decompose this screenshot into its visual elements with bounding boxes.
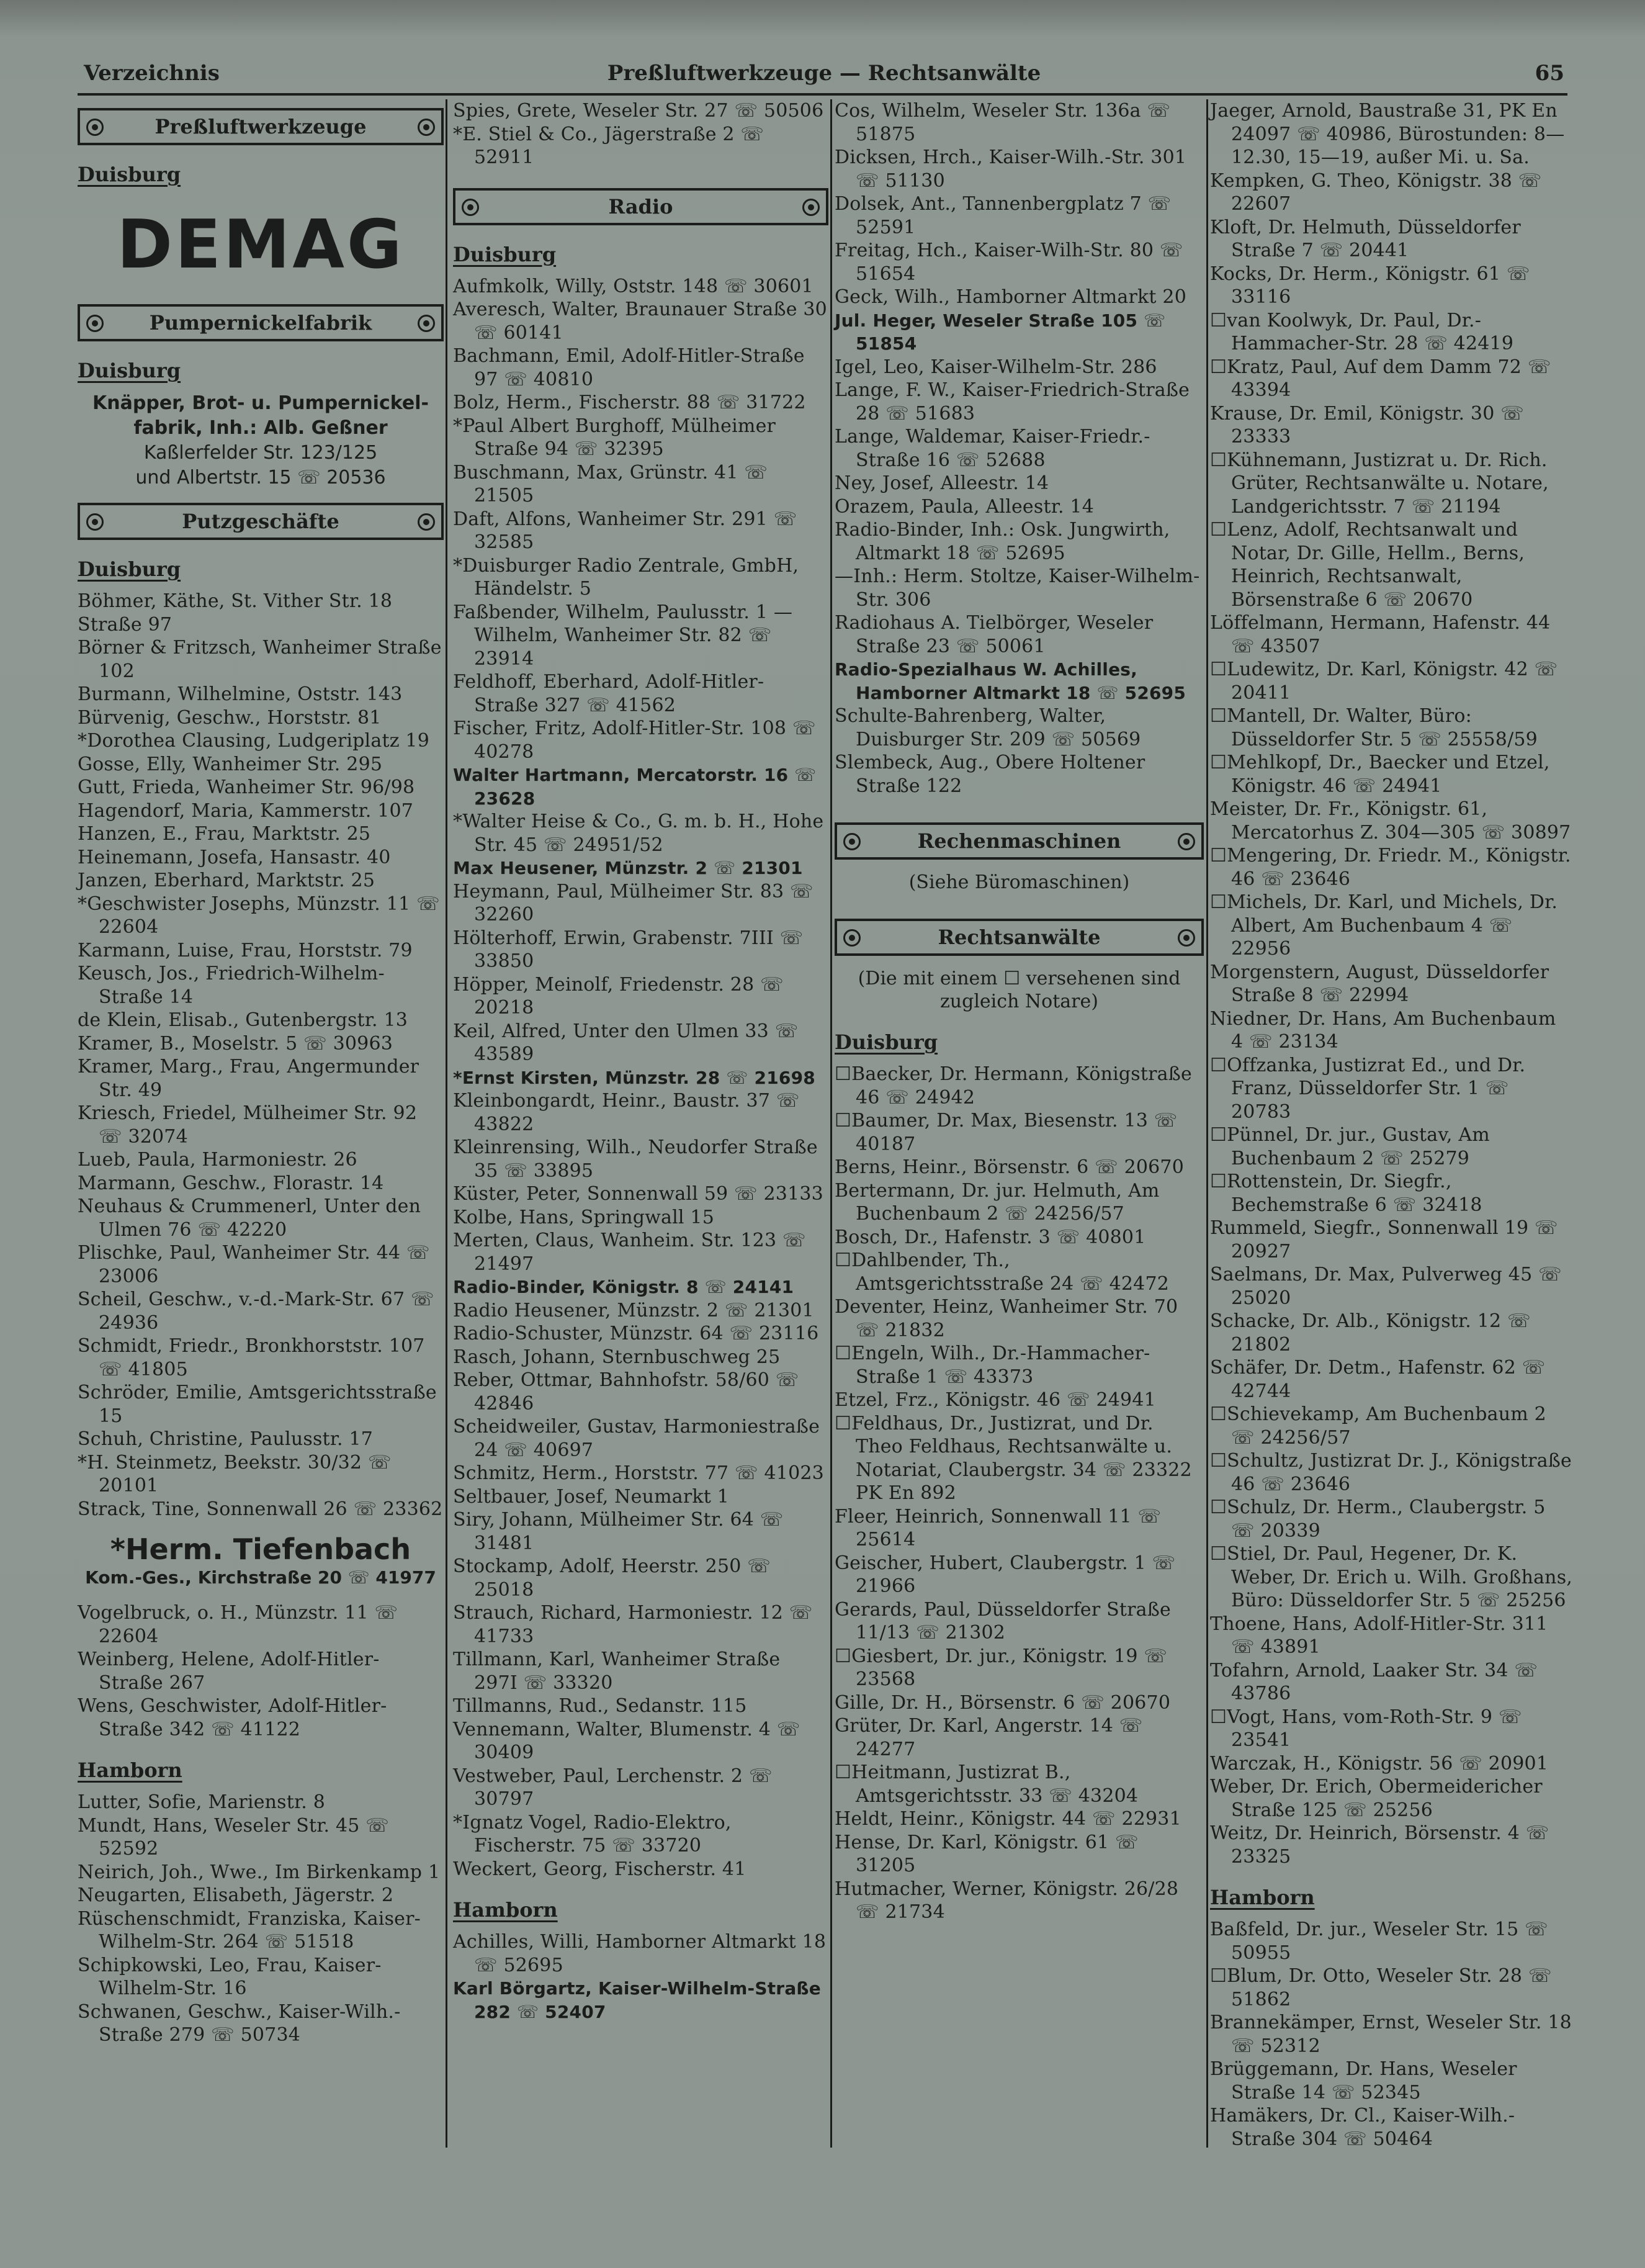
- directory-entry: Ney, Josef, Alleestr. 14: [835, 472, 1049, 494]
- column-4: [1210, 99, 1573, 2151]
- ring-icon: [86, 119, 104, 136]
- city-heading: Duisburg: [78, 359, 181, 382]
- directory-entry: Scheil, Geschw., v.-d.-Mark-Str. 67 ☏ 24936: [78, 1289, 434, 1334]
- directory-entry: ☐Schievekamp, Am Buchenbaum 2 ☏ 24256/57: [1210, 1403, 1546, 1449]
- tiefenbach-ad: [78, 1532, 444, 1589]
- directory-entry: Radio Heusener, Münzstr. 2 ☏ 21301: [453, 1299, 814, 1321]
- directory-entry: ☐Dahlbender, Th., Amtsgerichtsstraße 24 ☏ 42472: [835, 1249, 1170, 1295]
- ad-line: und Albertstr. 15 ☏ 20536: [135, 467, 386, 488]
- directory-entry: Hamäkers, Dr. Cl., Kaiser-Wilh.-Straße 304 ☏ 50464: [1210, 2105, 1515, 2150]
- directory-entry: ☐Blum, Dr. Otto, Weseler Str. 28 ☏ 51862: [1210, 1965, 1552, 2010]
- directory-entry: Lange, Waldemar, Kaiser-Friedr.-Straße 16 ☏ 52688: [835, 426, 1150, 471]
- ring-icon: [86, 513, 104, 531]
- ring-icon: [1178, 929, 1195, 947]
- directory-entry: *Walter Heise & Co., G. m. b. H., Hohe Str. 45 ☏ 24951/52: [453, 811, 824, 856]
- directory-entry: Grüter, Dr. Karl, Angerstr. 14 ☏ 24277: [835, 1715, 1143, 1760]
- directory-entry: Bolz, Herm., Fischerstr. 88 ☏ 31722: [453, 392, 806, 413]
- entry-list: [78, 1791, 444, 2047]
- entry-list: [453, 99, 828, 169]
- directory-entry: Kloft, Dr. Helmuth, Düsseldorfer Straße 7 ☏ 20441: [1210, 216, 1521, 261]
- directory-entry: ☐Heitmann, Justizrat B., Amtsgerichtsstr. 33 ☏ 43204: [835, 1762, 1139, 1807]
- column-2: [453, 99, 828, 2023]
- ad-line: fabrik, Inh.: Alb. Geßner: [133, 417, 388, 439]
- directory-entry: *Duisburger Radio Zentrale, GmbH, Händelstr. 5: [453, 554, 799, 600]
- header-rule: [78, 93, 1567, 96]
- directory-entry: ☐Giesbert, Dr. jur., Königstr. 19 ☏ 23568: [835, 1645, 1168, 1690]
- directory-entry: Keil, Alfred, Unter den Ulmen 33 ☏ 43589: [453, 1020, 799, 1065]
- directory-entry: ☐Mehlkopf, Dr., Baecker und Etzel, Königstr. 46 ☏ 24941: [1210, 752, 1550, 797]
- directory-entry: Deventer, Heinz, Wanheimer Str. 70 ☏ 21832: [835, 1296, 1178, 1341]
- city-heading: Duisburg: [78, 557, 181, 581]
- directory-entry: Geck, Wilh., Hamborner Altmarkt 20: [835, 286, 1186, 308]
- directory-entry: Gille, Dr. H., Börsenstr. 6 ☏ 20670: [835, 1691, 1171, 1714]
- directory-entry: Scheidweiler, Gustav, Harmoniestraße 24 ☏ 40697: [453, 1416, 820, 1461]
- ring-icon: [843, 833, 861, 850]
- directory-entry: Etzel, Frz., Königstr. 46 ☏ 24941: [835, 1389, 1156, 1411]
- directory-entry: *Ignatz Vogel, Radio-Elektro, Fischerstr. 75 ☏ 33720: [453, 1811, 732, 1856]
- section-title: Preßluftwerkzeuge: [155, 115, 367, 138]
- directory-entry: Achilles, Willi, Hamborner Altmarkt 18 ☏ 52695: [453, 1931, 827, 1976]
- section-title: Rechenmaschinen: [917, 829, 1121, 853]
- directory-entry: ☐Baecker, Dr. Hermann, Königstraße 46 ☏ 24942: [835, 1063, 1192, 1109]
- directory-entry: Kramer, B., Moselstr. 5 ☏ 30963: [78, 1032, 393, 1055]
- directory-entry: Morgenstern, August, Düsseldorfer Straße 8 ☏ 22994: [1210, 961, 1549, 1006]
- section-header: [453, 188, 828, 225]
- directory-entry: Neuhaus & Crummenerl, Unter den Ulmen 76 ☏ 42220: [78, 1195, 421, 1241]
- entry-list: [453, 275, 828, 1881]
- directory-entry: Weitz, Dr. Heinrich, Börsenstr. 4 ☏ 23325: [1210, 1822, 1549, 1868]
- directory-entry: Siry, Johann, Mülheimer Str. 64 ☏ 31481: [453, 1509, 784, 1554]
- knaepper-ad: [78, 391, 444, 490]
- directory-entry: Hölterhoff, Erwin, Grabenstr. 7III ☏ 33850: [453, 927, 804, 972]
- directory-entry: Plischke, Paul, Wanheimer Str. 44 ☏ 23006: [78, 1242, 430, 1287]
- directory-entry: Dicksen, Hrch., Kaiser-Wilh.-Str. 301 ☏ 51130: [835, 146, 1187, 192]
- directory-entry: Heinemann, Josefa, Hansastr. 40: [78, 846, 391, 868]
- directory-entry: ☐Vogt, Hans, vom-Roth-Str. 9 ☏ 23541: [1210, 1706, 1522, 1751]
- ad-line: Kaßlerfelder Str. 123/125: [143, 442, 378, 464]
- directory-entry: Kocks, Dr. Herm., Königstr. 61 ☏ 33116: [1210, 263, 1530, 308]
- directory-entry: ☐Pünnel, Dr. jur., Gustav, Am Buchenbaum 2 ☏ 25279: [1210, 1124, 1490, 1169]
- directory-entry: Freitag, Hch., Kaiser-Wilh-Str. 80 ☏ 51654: [835, 240, 1183, 285]
- directory-entry: Karl Börgartz, Kaiser-Wilhelm-Straße 282 ☏ 52407: [453, 1978, 821, 2022]
- directory-entry: Radio-Binder, Inh.: Osk. Jungwirth, Altmarkt 18 ☏ 52695: [835, 519, 1170, 564]
- directory-entry: Bürvenig, Geschw., Horststr. 81: [78, 706, 382, 729]
- directory-entry: Tofahrn, Arnold, Laaker Str. 34 ☏ 43786: [1210, 1659, 1538, 1704]
- directory-entry: Janzen, Eberhard, Marktstr. 25: [78, 870, 375, 891]
- ring-icon: [86, 315, 104, 332]
- directory-entry: Bertermann, Dr. jur. Helmuth, Am Buchenbaum 2 ☏ 24256/57: [835, 1179, 1160, 1225]
- directory-entry: Radio-Schuster, Münzstr. 64 ☏ 23116: [453, 1323, 819, 1344]
- directory-entry: Böhmer, Käthe, St. Vither Str. 18: [78, 590, 393, 612]
- section-title: Putzgeschäfte: [182, 510, 339, 533]
- directory-entry: Küster, Peter, Sonnenwall 59 ☏ 23133: [453, 1183, 823, 1205]
- directory-entry: ☐Mantell, Dr. Walter, Büro: Düsseldorfer Str. 5 ☏ 25558/59: [1210, 705, 1538, 750]
- directory-entry: Kleinbongardt, Heinr., Baustr. 37 ☏ 43822: [453, 1090, 800, 1135]
- directory-entry: Stockamp, Adolf, Heerstr. 250 ☏ 25018: [453, 1555, 771, 1601]
- page-header: [84, 61, 1564, 98]
- directory-entry: Schacke, Dr. Alb., Königstr. 12 ☏ 21802: [1210, 1310, 1531, 1356]
- directory-entry: ☐Michels, Dr. Karl, und Michels, Dr. Albert, Am Buchenbaum 4 ☏ 22956: [1210, 891, 1558, 960]
- ad-line: Knäpper, Brot- u. Pumpernickel-: [92, 392, 429, 414]
- directory-entry: Vennemann, Walter, Blumenstr. 4 ☏ 30409: [453, 1718, 800, 1763]
- directory-entry: Dolsek, Ant., Tannenbergplatz 7 ☏ 52591: [835, 193, 1172, 238]
- city-heading: Hamborn: [1210, 1886, 1315, 1909]
- directory-entry: Warczak, H., Königstr. 56 ☏ 20901: [1210, 1752, 1549, 1775]
- directory-entry: ☐Schulz, Dr. Herm., Claubergstr. 5 ☏ 20339: [1210, 1496, 1546, 1542]
- directory-entry: *H. Steinmetz, Beekstr. 30/32 ☏ 20101: [78, 1451, 392, 1496]
- directory-entry: Strack, Tine, Sonnenwall 26 ☏ 23362: [78, 1498, 443, 1520]
- directory-entry: ☐Engeln, Wilh., Dr.-Hammacher-Straße 1 ☏ 43373: [835, 1343, 1150, 1388]
- page-number: 65: [1535, 61, 1564, 86]
- directory-entry: —Inh.: Herm. Stoltze, Kaiser-Wilhelm-Str. 306: [835, 565, 1200, 611]
- entry-list: [78, 590, 444, 1521]
- directory-entry: Schulte-Bahrenberg, Walter, Duisburger Str. 209 ☏ 50569: [835, 705, 1141, 750]
- directory-entry: Cos, Wilhelm, Weseler Str. 136a ☏ 51875: [835, 100, 1171, 145]
- directory-entry: Lutter, Sofie, Marienstr. 8: [78, 1791, 326, 1813]
- directory-entry: Merten, Claus, Wanheim. Str. 123 ☏ 21497: [453, 1230, 806, 1275]
- directory-entry: Seltbauer, Josef, Neumarkt 1: [453, 1485, 730, 1508]
- directory-entry: ☐Baumer, Dr. Max, Biesenstr. 13 ☏ 40187: [835, 1110, 1178, 1155]
- city-heading: Duisburg: [453, 242, 557, 266]
- directory-entry: Burmann, Wilhelmine, Oststr. 143: [78, 683, 403, 705]
- directory-entry: Gerards, Paul, Düsseldorfer Straße 11/13 ☏ 21302: [835, 1598, 1171, 1644]
- city-heading: Hamborn: [78, 1758, 182, 1782]
- column-1: [78, 99, 444, 2047]
- directory-entry: ☐Feldhaus, Dr., Justizrat, und Dr. Theo Feldhaus, Rechtsanwälte u. Notariat, Claubergstr. 34 ☏ 23322 PK En 892: [835, 1412, 1192, 1504]
- directory-entry: Walter Hartmann, Mercatorstr. 16 ☏ 23628: [453, 765, 817, 809]
- directory-entry: Jaeger, Arnold, Baustraße 31, PK En 24097 ☏ 40986, Bürostunden: 8—12.30, 15—19, außer Mi. u. Sa.: [1210, 100, 1565, 168]
- header-left: Verzeichnis: [84, 61, 220, 86]
- directory-entry: Börner & Fritzsch, Wanheimer Straße 102: [78, 637, 442, 682]
- directory-entry: Höpper, Meinolf, Friedenstr. 28 ☏ 20218: [453, 973, 784, 1019]
- ring-icon: [802, 199, 820, 216]
- directory-entry: Kempken, G. Theo, Königstr. 38 ☏ 22607: [1210, 169, 1542, 215]
- section-title: Pumpernickelfabrik: [149, 311, 372, 335]
- section-title: Radio: [608, 194, 673, 218]
- directory-entry: Max Heusener, Münzstr. 2 ☏ 21301: [453, 858, 803, 878]
- directory-entry: Niedner, Dr. Hans, Am Buchenbaum 4 ☏ 23134: [1210, 1007, 1556, 1053]
- directory-entry: ☐Kühnemann, Justizrat u. Dr. Rich. Grüter, Rechtsanwälte u. Notare, Landgerichtsstr. 7 ☏ 21194: [1210, 449, 1549, 518]
- directory-entry: Schipkowski, Leo, Frau, Kaiser-Wilhelm-Str. 16: [78, 1954, 382, 1999]
- directory-entry: Löffelmann, Hermann, Hafenstr. 44 ☏ 43507: [1210, 612, 1551, 657]
- section-header: [78, 108, 444, 145]
- directory-entry: ☐Rottenstein, Dr. Siegfr., Bechemstraße 6 ☏ 32418: [1210, 1171, 1482, 1216]
- directory-entry: ☐van Koolwyk, Dr. Paul, Dr.-Hammacher-Str. 28 ☏ 42419: [1210, 309, 1514, 354]
- directory-entry: Thoene, Hans, Adolf-Hitler-Str. 311 ☏ 43891: [1210, 1613, 1548, 1658]
- directory-entry: ☐Stiel, Dr. Paul, Hegener, Dr. K. Weber, Dr. Erich u. Wilh. Großhans, Büro: Düsseldorfer Str. 5 ☏ 25256: [1210, 1543, 1573, 1611]
- directory-entry: *Ernst Kirsten, Münzstr. 28 ☏ 21698: [453, 1067, 815, 1088]
- column-divider: [446, 99, 447, 2148]
- directory-entry: Kleinrensing, Wilh., Neudorfer Straße 35 ☏ 33895: [453, 1136, 818, 1182]
- directory-entry: Daft, Alfons, Wanheimer Str. 291 ☏ 32585: [453, 508, 797, 553]
- directory-entry: ☐Offzanka, Justizrat Ed., und Dr. Franz, Düsseldorfer Str. 1 ☏ 20783: [1210, 1054, 1526, 1123]
- directory-entry: *E. Stiel & Co., Jägerstraße 2 ☏ 52911: [453, 123, 764, 168]
- ring-icon: [1178, 833, 1195, 850]
- directory-entry: Weckert, Georg, Fischerstr. 41: [453, 1858, 746, 1880]
- directory-entry: Feldhoff, Eberhard, Adolf-Hitler-Straße 327 ☏ 41562: [453, 671, 764, 716]
- entry-list: [78, 1601, 444, 1741]
- directory-entry: Hutmacher, Werner, Königstr. 26/28 ☏ 21734: [835, 1878, 1179, 1923]
- entry-list: [1210, 1918, 1573, 2151]
- directory-entry: Weber, Dr. Erich, Obermeidericher Straße 125 ☏ 25256: [1210, 1776, 1543, 1821]
- directory-entry: Krause, Dr. Emil, Königstr. 30 ☏ 23333: [1210, 402, 1524, 448]
- directory-entry: Heldt, Heinr., Königstr. 44 ☏ 22931: [835, 1808, 1181, 1830]
- directory-entry: ☐Ludewitz, Dr. Karl, Königstr. 42 ☏ 20411: [1210, 659, 1558, 704]
- directory-entry: Fischer, Fritz, Adolf-Hitler-Str. 108 ☏ 40278: [453, 718, 816, 763]
- directory-entry: Neirich, Joh., Wwe., Im Birkenkamp 1: [78, 1861, 441, 1883]
- directory-entry: Schmitz, Herm., Horststr. 77 ☏ 41023: [453, 1462, 824, 1484]
- directory-entry: Radiohaus A. Tielbörger, Weseler Straße 23 ☏ 50061: [835, 612, 1154, 657]
- directory-entry: Jul. Heger, Weseler Straße 105 ☏ 51854: [835, 310, 1166, 354]
- column-divider: [1206, 99, 1208, 2148]
- section-header: [835, 822, 1204, 860]
- directory-entry: Kramer, Marg., Frau, Angermunder Str. 49: [78, 1056, 419, 1101]
- directory-entry: Aufmkolk, Willy, Oststr. 148 ☏ 30601: [453, 275, 814, 297]
- directory-entry: Schwanen, Geschw., Kaiser-Wilh.-Straße 279 ☏ 50734: [78, 2000, 401, 2046]
- directory-entry: Bachmann, Emil, Adolf-Hitler-Straße 97 ☏ 40810: [453, 345, 805, 390]
- ring-icon: [418, 315, 435, 332]
- directory-entry: ☐Schultz, Justizrat Dr. J., Königstraße 46 ☏ 23646: [1210, 1450, 1572, 1495]
- directory-entry: ☐Kratz, Paul, Auf dem Damm 72 ☏ 43394: [1210, 356, 1551, 401]
- directory-entry: Vogelbruck, o. H., Münzstr. 11 ☏ 22604: [78, 1602, 398, 1647]
- note-text: (Siehe Büromaschinen): [908, 871, 1130, 893]
- city-heading: Duisburg: [78, 163, 181, 186]
- directory-entry: Slembeck, Aug., Obere Holtener Straße 122: [835, 752, 1145, 797]
- directory-entry: Bosch, Dr., Hafenstr. 3 ☏ 40801: [835, 1226, 1146, 1248]
- directory-entry: Spies, Grete, Weseler Str. 27 ☏ 50506: [453, 100, 824, 122]
- city-heading: Duisburg: [835, 1030, 938, 1054]
- note-text: (Die mit einem ☐ versehenen sind zugleich Notare): [858, 968, 1181, 1012]
- directory-entry: Meister, Dr. Fr., Königstr. 61, Mercatorhus Z. 304—305 ☏ 30897: [1210, 798, 1571, 844]
- directory-entry: Orazem, Paula, Alleestr. 14: [835, 495, 1095, 518]
- ring-icon: [418, 513, 435, 531]
- header-title: Preßluftwerkzeuge — Rechtsanwälte: [607, 61, 1041, 86]
- directory-entry: Neugarten, Elisabeth, Jägerstr. 2: [78, 1884, 394, 1906]
- directory-entry: Karmann, Luise, Frau, Horststr. 79: [78, 939, 413, 961]
- directory-entry: Averesch, Walter, Braunauer Straße 30 ☏ 60141: [453, 299, 827, 344]
- directory-entry: Brüggemann, Dr. Hans, Weseler Straße 14 ☏ 52345: [1210, 2058, 1517, 2104]
- directory-entry: Heymann, Paul, Mülheimer Str. 83 ☏ 32260: [453, 880, 814, 925]
- directory-entry: Gosse, Elly, Wanheimer Str. 295: [78, 753, 383, 775]
- directory-entry: Reber, Ottmar, Bahnhofstr. 58/60 ☏ 42846: [453, 1369, 799, 1415]
- directory-entry: Buschmann, Max, Grünstr. 41 ☏ 21505: [453, 461, 768, 506]
- directory-entry: Hanzen, E., Frau, Marktstr. 25: [78, 823, 371, 845]
- directory-entry: Marmann, Geschw., Florastr. 14: [78, 1172, 384, 1194]
- directory-entry: Keusch, Jos., Friedrich-Wilhelm-Straße 14: [78, 963, 385, 1008]
- section-header: [835, 919, 1204, 956]
- directory-entry: Saelmans, Dr. Max, Pulverweg 45 ☏ 25020: [1210, 1264, 1562, 1309]
- directory-entry: *Geschwister Josephs, Münzstr. 11 ☏ 22604: [78, 893, 440, 938]
- directory-entry: ☐Mengering, Dr. Friedr. M., Königstr. 46 ☏ 23646: [1210, 845, 1571, 890]
- directory-entry: Wens, Geschwister, Adolf-Hitler-Straße 342 ☏ 41122: [78, 1695, 387, 1740]
- directory-entry: Strauch, Richard, Harmoniestr. 12 ☏ 41733: [453, 1602, 813, 1647]
- directory-entry: Mundt, Hans, Weseler Str. 45 ☏ 52592: [78, 1814, 389, 1860]
- column-divider: [830, 99, 832, 2148]
- directory-entry: Faßbender, Wilhelm, Paulusstr. 1 —Wilhelm, Wanheimer Str. 82 ☏ 23914: [453, 601, 793, 670]
- directory-entry: Rasch, Johann, Sternbuschweg 25: [453, 1346, 781, 1368]
- section-header: [78, 503, 444, 540]
- ring-icon: [462, 199, 479, 216]
- directory-entry: Berns, Heinr., Börsenstr. 6 ☏ 20670: [835, 1156, 1185, 1178]
- section-header: [78, 304, 444, 341]
- directory-entry: Rüschenschmidt, Franziska, Kaiser-Wilhelm-Str. 264 ☏ 51518: [78, 1907, 421, 1953]
- directory-entry: Schuh, Christine, Paulusstr. 17: [78, 1428, 374, 1450]
- ring-icon: [418, 119, 435, 136]
- directory-entry: ☐Lenz, Adolf, Rechtsanwalt und Notar, Dr. Gille, Hellm., Berns, Heinrich, Rechtsanwalt, Börsenstraße 6 ☏ 20670: [1210, 519, 1525, 611]
- directory-entry: Kolbe, Hans, Springwall 15: [453, 1206, 715, 1228]
- directory-entry: Lueb, Paula, Harmoniestr. 26: [78, 1149, 357, 1171]
- directory-entry: Fleer, Heinrich, Sonnenwall 11 ☏ 25614: [835, 1505, 1162, 1550]
- section-title: Rechtsanwälte: [938, 925, 1101, 949]
- directory-entry: Tillmann, Karl, Wanheimer Straße 297I ☏ 33320: [453, 1649, 781, 1694]
- directory-entry: de Klein, Elisab., Gutenbergstr. 13: [78, 1009, 408, 1031]
- entry-list: [1210, 99, 1573, 1868]
- directory-entry: Gutt, Frieda, Wanheimer Str. 96/98: [78, 776, 415, 798]
- directory-entry: Rummeld, Siegfr., Sonnenwall 19 ☏ 20927: [1210, 1217, 1558, 1262]
- directory-entry: Brannekämper, Ernst, Weseler Str. 18 ☏ 52312: [1210, 2012, 1572, 2057]
- directory-entry: *Paul Albert Burghoff, Mülheimer Straße 94 ☏ 32395: [453, 415, 776, 460]
- ad-line: Kom.-Ges., Kirchstraße 20 ☏ 41977: [85, 1567, 436, 1588]
- directory-entry: Schäfer, Dr. Detm., Hafenstr. 62 ☏ 42744: [1210, 1357, 1546, 1402]
- ad-line: *Herm. Tiefenbach: [110, 1532, 411, 1566]
- column-3: [835, 99, 1204, 1924]
- directory-entry: Radio-Spezialhaus W. Achilles, Hamborner Altmarkt 18 ☏ 52695: [835, 659, 1186, 703]
- directory-entry: Lange, F. W., Kaiser-Friedrich-Straße 28 ☏ 51683: [835, 379, 1190, 425]
- directory-entry: Igel, Leo, Kaiser-Wilhelm-Str. 286: [835, 356, 1157, 378]
- directory-entry: Schmidt, Friedr., Bronkhorststr. 107 ☏ 41805: [78, 1335, 425, 1380]
- ring-icon: [843, 929, 861, 947]
- directory-entry: Hagendorf, Maria, Kammerstr. 107: [78, 799, 414, 822]
- city-heading: Hamborn: [453, 1898, 558, 1922]
- demag-logo: DEMAG: [117, 206, 405, 284]
- directory-entry: Weinberg, Helene, Adolf-Hitler-Straße 267: [78, 1649, 380, 1694]
- directory-entry: Kriesch, Friedel, Mülheimer Str. 92 ☏ 32074: [78, 1102, 418, 1148]
- directory-entry: *Dorothea Clausing, Ludgeriplatz 19: [78, 730, 430, 752]
- directory-entry: Radio-Binder, Königstr. 8 ☏ 24141: [453, 1277, 794, 1297]
- entry-list: [835, 99, 1204, 798]
- directory-entry: Vestweber, Paul, Lerchenstr. 2 ☏ 30797: [453, 1765, 773, 1810]
- directory-entry: Baßfeld, Dr. jur., Weseler Str. 15 ☏ 50955: [1210, 1919, 1548, 1964]
- directory-entry: Schröder, Emilie, Amtsgerichtsstraße 15: [78, 1382, 437, 1427]
- directory-entry: Geischer, Hubert, Claubergstr. 1 ☏ 21966: [835, 1552, 1176, 1597]
- entry-list: [835, 1063, 1204, 1924]
- entry-list: [453, 1930, 828, 2023]
- directory-entry: Hense, Dr. Karl, Königstr. 61 ☏ 31205: [835, 1831, 1139, 1876]
- directory-entry: Straße 97: [78, 613, 173, 636]
- directory-entry: Tillmanns, Rud., Sedanstr. 115: [453, 1695, 747, 1717]
